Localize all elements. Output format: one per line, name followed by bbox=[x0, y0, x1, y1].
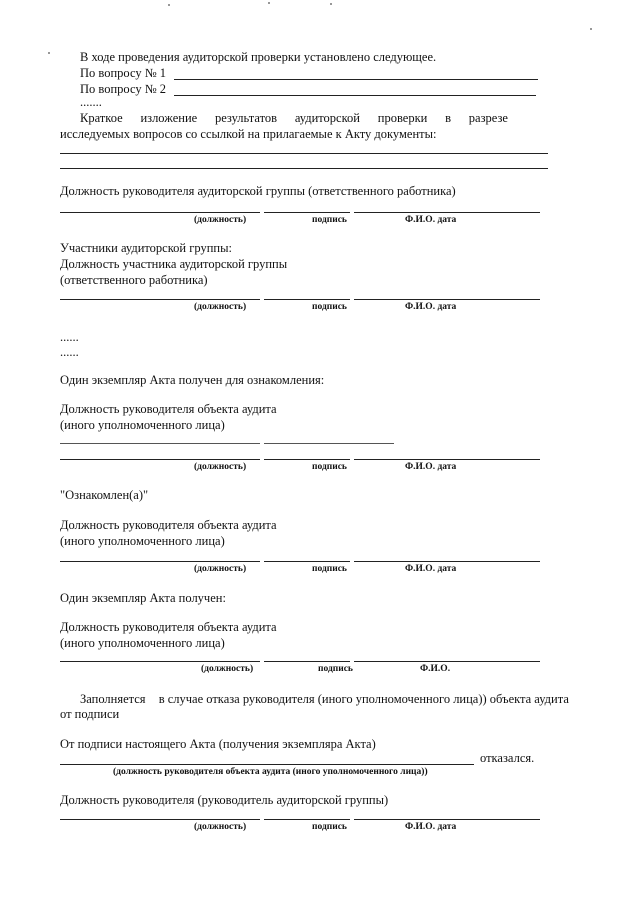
position-caption: (должность) bbox=[194, 822, 247, 832]
summary-line-2: исследуемых вопросов со ссылкой на прилагаемые к Акту документы: bbox=[60, 127, 437, 141]
fio-date-field[interactable] bbox=[354, 819, 540, 820]
object-head-line-2: (иного уполномоченного лица) bbox=[60, 534, 225, 548]
question-1-label: По вопросу № 1 bbox=[80, 66, 167, 80]
signature-field[interactable] bbox=[264, 661, 350, 662]
refusal-rest: в случае отказа руководителя (иного уполномоченного лица)) объекта аудита bbox=[158, 692, 569, 706]
refusal-line-2: от подписи bbox=[60, 707, 120, 721]
refusal-lead: Заполняется bbox=[80, 692, 146, 706]
extra-field[interactable] bbox=[264, 443, 394, 444]
refusal-line-1 bbox=[80, 692, 569, 707]
position-caption: (должность) bbox=[194, 215, 247, 225]
participants-line-2: (ответственного работника) bbox=[60, 273, 208, 287]
ellipsis: ...... bbox=[60, 330, 79, 344]
scan-speck bbox=[268, 2, 270, 4]
summary-word: результатов bbox=[214, 111, 278, 125]
intro-dots: ....... bbox=[80, 95, 102, 109]
signature-field[interactable] bbox=[264, 561, 350, 562]
summary-word: аудиторской bbox=[294, 111, 360, 125]
question-2-field[interactable] bbox=[174, 95, 536, 96]
summary-word: в bbox=[445, 111, 452, 125]
scan-speck bbox=[48, 52, 50, 54]
scan-speck bbox=[330, 3, 332, 5]
signature-field[interactable] bbox=[264, 299, 350, 300]
intro-line: В ходе проведения аудиторской проверки установлено следующее. bbox=[80, 50, 437, 64]
received-title: Один экземпляр Акта получен: bbox=[60, 591, 226, 605]
signature-caption: подпись bbox=[312, 302, 347, 312]
summary-field-1[interactable] bbox=[60, 153, 548, 154]
position-caption: (должность) bbox=[194, 564, 247, 574]
object-head-line-2: (иного уполномоченного лица) bbox=[60, 418, 225, 432]
signature-caption: подпись bbox=[312, 462, 347, 472]
fio-date-caption: Ф.И.О. дата bbox=[405, 215, 457, 225]
ellipsis: ...... bbox=[60, 345, 79, 359]
signature-caption: подпись bbox=[312, 564, 347, 574]
position-caption: (должность) bbox=[194, 302, 247, 312]
refused-word: отказался. bbox=[480, 751, 535, 765]
question-1-field[interactable] bbox=[174, 79, 538, 80]
fio-field[interactable] bbox=[354, 661, 540, 662]
object-head-line-1: Должность руководителя объекта аудита bbox=[60, 620, 277, 634]
signature-field[interactable] bbox=[264, 459, 350, 460]
position-field[interactable] bbox=[60, 661, 260, 662]
extra-field[interactable] bbox=[60, 443, 260, 444]
signature-caption: подпись bbox=[312, 822, 347, 832]
participants-title: Участники аудиторской группы: bbox=[60, 241, 232, 255]
received-review-title: Один экземпляр Акта получен для ознакомления: bbox=[60, 373, 325, 387]
summary-word: проверки bbox=[377, 111, 428, 125]
final-head-title: Должность руководителя (руководитель аудиторской группы) bbox=[60, 793, 389, 807]
position-caption: (должность) bbox=[194, 462, 247, 472]
refused-person-field[interactable] bbox=[60, 764, 474, 765]
acquainted-title: "Ознакомлен(а)" bbox=[60, 488, 149, 502]
summary-word: разрезе bbox=[468, 111, 508, 125]
object-head-line-2: (иного уполномоченного лица) bbox=[60, 636, 225, 650]
signature-caption: подпись bbox=[318, 664, 353, 674]
fio-date-field[interactable] bbox=[354, 561, 540, 562]
position-field[interactable] bbox=[60, 561, 260, 562]
scan-speck bbox=[590, 28, 592, 30]
refused-caption: (должность руководителя объекта аудита (иного уполномоченного лица)) bbox=[113, 767, 428, 777]
fio-caption: Ф.И.О. bbox=[420, 664, 451, 674]
signature-field[interactable] bbox=[264, 819, 350, 820]
head-group-title: Должность руководителя аудиторской группы (ответственного работника) bbox=[60, 184, 456, 198]
question-2-label: По вопросу № 2 bbox=[80, 82, 167, 96]
scan-speck bbox=[168, 4, 170, 6]
signature-field[interactable] bbox=[264, 212, 350, 213]
fio-date-field[interactable] bbox=[354, 299, 540, 300]
position-field[interactable] bbox=[60, 299, 260, 300]
signature-caption: подпись bbox=[312, 215, 347, 225]
position-field[interactable] bbox=[60, 819, 260, 820]
fio-date-field[interactable] bbox=[354, 459, 540, 460]
fio-date-caption: Ф.И.О. дата bbox=[405, 564, 457, 574]
object-head-line-1: Должность руководителя объекта аудита bbox=[60, 402, 277, 416]
refused-sign-title: От подписи настоящего Акта (получения экземпляра Акта) bbox=[60, 737, 376, 751]
summary-field-2[interactable] bbox=[60, 168, 548, 169]
summary-line-1 bbox=[80, 111, 508, 126]
position-field[interactable] bbox=[60, 459, 260, 460]
position-field[interactable] bbox=[60, 212, 260, 213]
fio-date-caption: Ф.И.О. дата bbox=[405, 462, 457, 472]
participants-line-1: Должность участника аудиторской группы bbox=[60, 257, 288, 271]
summary-word: Краткое bbox=[80, 111, 123, 125]
fio-date-caption: Ф.И.О. дата bbox=[405, 302, 457, 312]
fio-date-field[interactable] bbox=[354, 212, 540, 213]
object-head-line-1: Должность руководителя объекта аудита bbox=[60, 518, 277, 532]
position-caption: (должность) bbox=[201, 664, 254, 674]
fio-date-caption: Ф.И.О. дата bbox=[405, 822, 457, 832]
summary-word: изложение bbox=[140, 111, 198, 125]
